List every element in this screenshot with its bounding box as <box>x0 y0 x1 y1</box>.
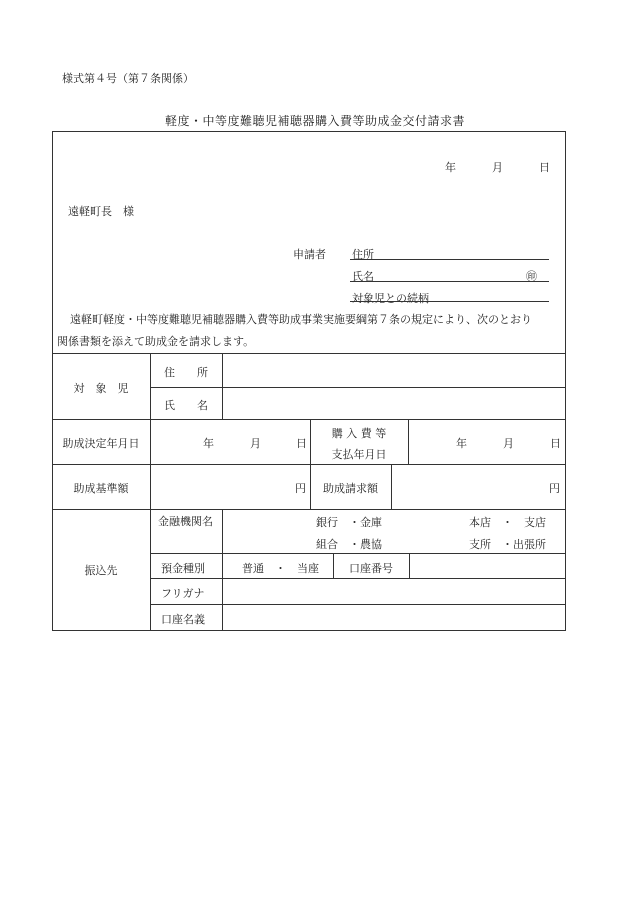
branch-line2: 支所 ・出張所 <box>469 538 546 551</box>
account-number-field[interactable] <box>410 554 565 577</box>
deposit-type-label: 預金種別 <box>161 562 205 575</box>
applicant-relation-field[interactable] <box>350 301 549 302</box>
payment-year: 年 <box>456 437 467 450</box>
divider <box>391 464 392 509</box>
payment-date-label-1: 購 入 費 等 <box>331 427 387 440</box>
furigana-label: フリガナ <box>161 587 205 600</box>
institution-label: 金融機関名 <box>158 515 213 528</box>
claim-amount-unit: 円 <box>549 482 560 495</box>
statement-line1: 遠軽町軽度・中等度難聴児補聴器購入費等助成事業実施要綱第７条の規定により、次のとおり <box>70 313 532 326</box>
decision-day: 日 <box>296 437 307 450</box>
divider <box>52 464 566 465</box>
applicant-address-field[interactable] <box>350 259 549 260</box>
child-label: 対 象 児 <box>73 382 129 395</box>
date-day: 日 <box>539 161 550 174</box>
standard-amount-unit: 円 <box>295 482 306 495</box>
payment-month: 月 <box>503 437 514 450</box>
payment-day: 日 <box>550 437 561 450</box>
divider <box>408 419 409 464</box>
divider <box>52 419 566 420</box>
account-name-field[interactable] <box>223 605 565 630</box>
divider <box>333 553 334 578</box>
bank-type-line2: 組合 ・農協 <box>316 538 382 551</box>
seal-mark: ㊞ <box>526 270 537 283</box>
child-name-field[interactable] <box>223 388 565 418</box>
decision-year: 年 <box>203 437 214 450</box>
decision-month: 月 <box>250 437 261 450</box>
account-number-label: 口座番号 <box>349 562 393 575</box>
form-title: 軽度・中等度難聴児補聴器購入費等助成金交付請求書 <box>164 114 465 128</box>
divider <box>150 353 151 631</box>
addressee: 遠軽町長 様 <box>68 205 134 218</box>
applicant-address-label: 住所 <box>352 248 374 261</box>
applicant-name-label: 氏名 <box>352 270 374 283</box>
child-address-field[interactable] <box>223 354 565 386</box>
child-name-label: 氏 名 <box>164 399 208 412</box>
applicant-label: 申請者 <box>293 248 326 261</box>
form-number: 様式第４号（第７条関係） <box>62 72 194 85</box>
furigana-field[interactable] <box>223 579 565 603</box>
decision-date-label: 助成決定年月日 <box>62 437 140 450</box>
bank-type-line1: 銀行 ・金庫 <box>316 516 382 529</box>
date-month: 月 <box>492 161 503 174</box>
deposit-types: 普通 ・ 当座 <box>242 562 319 575</box>
standard-amount-label: 助成基準額 <box>73 482 129 495</box>
transfer-label: 振込先 <box>84 564 118 577</box>
account-name-label: 口座名義 <box>161 613 205 626</box>
date-year: 年 <box>445 161 456 174</box>
applicant-relation-label: 対象児との続柄 <box>352 292 429 305</box>
divider <box>52 509 566 510</box>
branch-line1: 本店 ・ 支店 <box>469 516 546 529</box>
payment-date-label-2: 支払年月日 <box>331 448 387 461</box>
child-address-label: 住 所 <box>164 366 208 379</box>
applicant-name-field[interactable] <box>350 281 549 282</box>
claim-amount-label: 助成請求額 <box>323 482 378 495</box>
statement-line2: 関係書類を添えて助成金を請求します。 <box>57 335 255 348</box>
